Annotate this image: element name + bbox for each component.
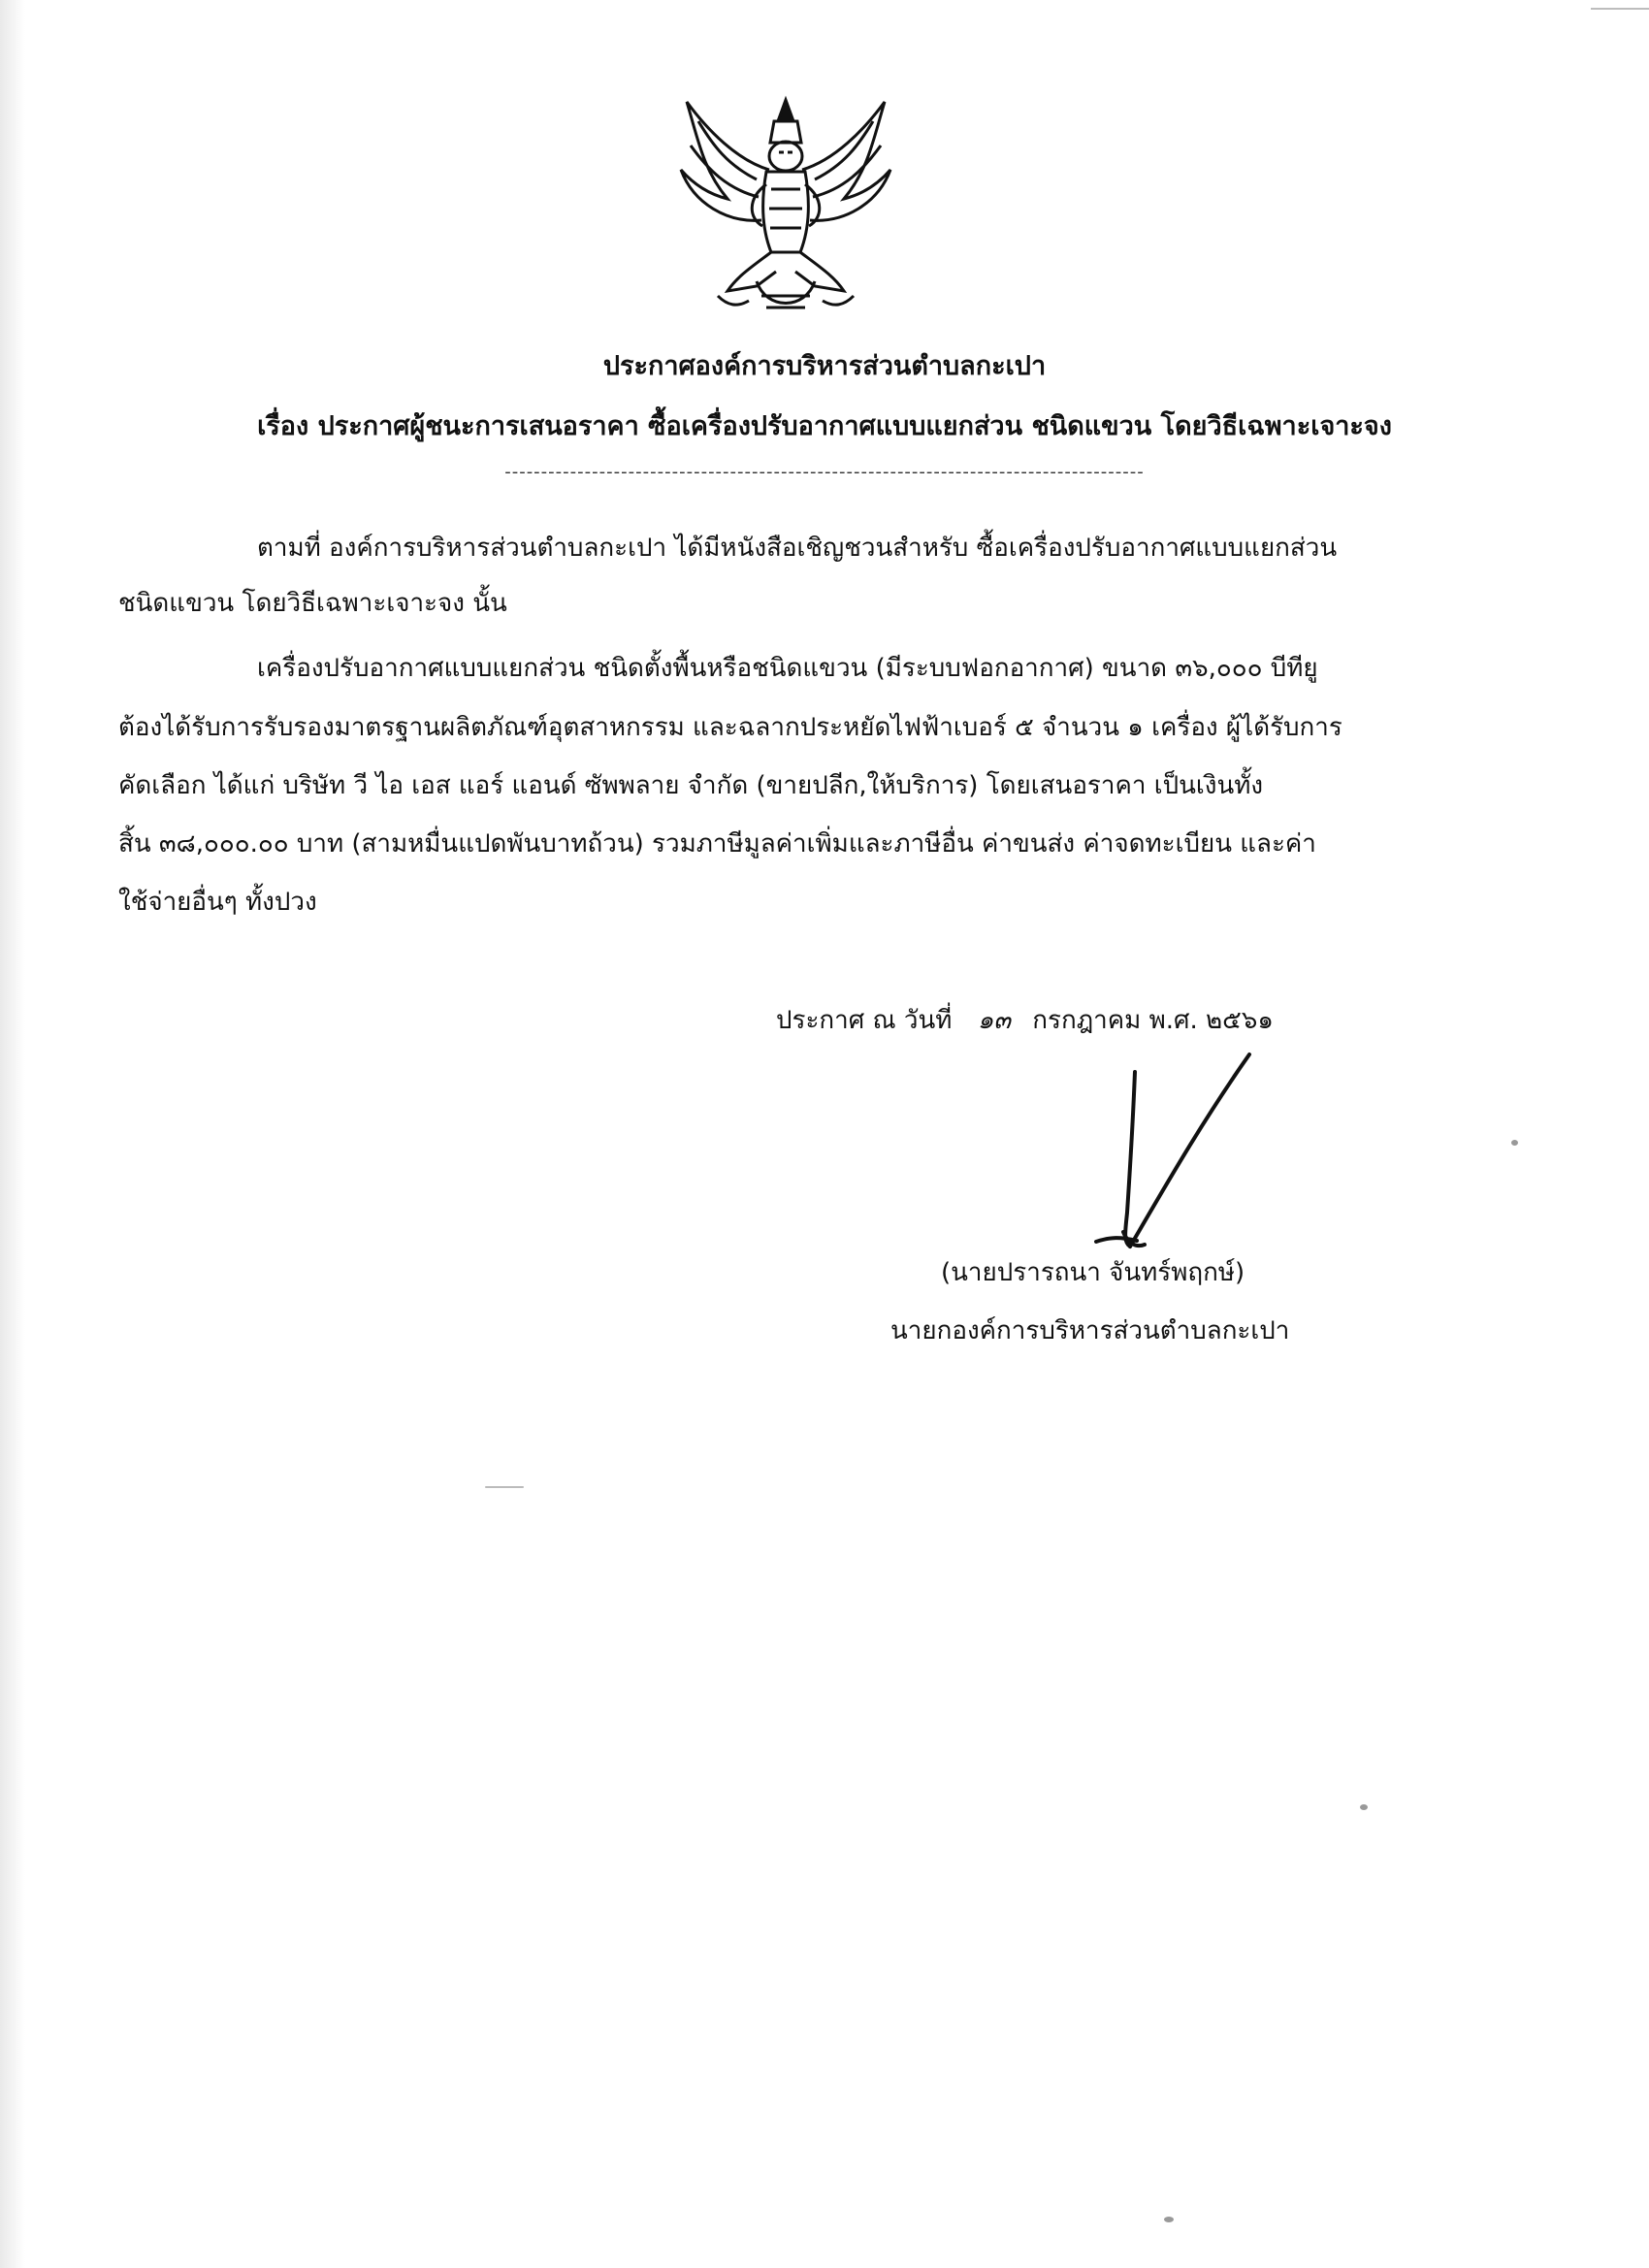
signatory-position: นายกองค์การบริหารส่วนตำบลกะเปา bbox=[890, 1316, 1290, 1345]
signatory-name: (นายปรารถนา จันทร์พฤกษ์) bbox=[941, 1258, 1245, 1287]
paragraph-2-line-4: สิ้น ๓๘,๐๐๐.๐๐ บาท (สามหมื่นแปดพันบาทถ้วน) รวมภาษีมูลค่าเพิ่มและภาษีอื่น ค่าขนส่ง ค่าจดทะเบียน และค่า bbox=[118, 829, 1316, 859]
date-prefix: ประกาศ ณ วันที่ bbox=[776, 1006, 953, 1035]
scan-edge-shadow bbox=[0, 0, 25, 2268]
garuda-emblem-icon bbox=[669, 92, 902, 320]
dashed-divider: ---------------------------------------------------------------------------------------- bbox=[504, 462, 1145, 482]
announcement-title: ประกาศองค์การบริหารส่วนตำบลกะเปา bbox=[602, 351, 1047, 381]
scan-speck bbox=[1511, 1140, 1518, 1146]
paragraph-2-line-1: เครื่องปรับอากาศแบบแยกส่วน ชนิดตั้งพื้นหรือชนิดแขวน (มีระบบฟอกอากาศ) ขนาด ๓๖,๐๐๐ บีทียู bbox=[257, 654, 1318, 683]
scan-speck bbox=[485, 1486, 524, 1488]
paragraph-2-line-5: ใช้จ่ายอื่นๆ ทั้งปวง bbox=[118, 888, 317, 917]
paragraph-2-line-2: ต้องได้รับการรับรองมาตรฐานผลิตภัณฑ์อุตสาหกรรม และฉลากประหยัดไฟฟ้าเบอร์ ๕ จำนวน ๑ เครื่อง ผู้ได้รับการ bbox=[118, 713, 1342, 742]
paragraph-1-line-2: ชนิดแขวน โดยวิธีเฉพาะเจาะจง นั้น bbox=[118, 589, 507, 618]
date-day: ๑๓ bbox=[977, 1006, 1011, 1035]
paragraph-2-line-3: คัดเลือก ได้แก่ บริษัท วี ไอ เอส แอร์ แอนด์ ซัพพลาย จำกัด (ขายปลีก,ให้บริการ) โดยเสนอราคา เป็นเงินทั้ง bbox=[118, 771, 1264, 800]
handwritten-signature bbox=[1077, 1043, 1271, 1271]
paragraph-1-line-1: ตามที่ องค์การบริหารส่วนตำบลกะเปา ได้มีหนังสือเชิญชวนสำหรับ ซื้อเครื่องปรับอากาศแบบแยกส่วน bbox=[257, 534, 1338, 563]
scan-speck bbox=[1360, 1804, 1368, 1810]
scan-mark bbox=[1591, 8, 1649, 10]
scan-speck bbox=[1164, 2217, 1174, 2222]
announcement-subject: เรื่อง ประกาศผู้ชนะการเสนอราคา ซื้อเครื่องปรับอากาศแบบแยกส่วน ชนิดแขวน โดยวิธีเฉพาะเจาะจง bbox=[257, 411, 1392, 441]
announcement-date bbox=[776, 1001, 1274, 1040]
date-month-year: กรกฎาคม พ.ศ. ๒๕๖๑ bbox=[1032, 1006, 1274, 1035]
